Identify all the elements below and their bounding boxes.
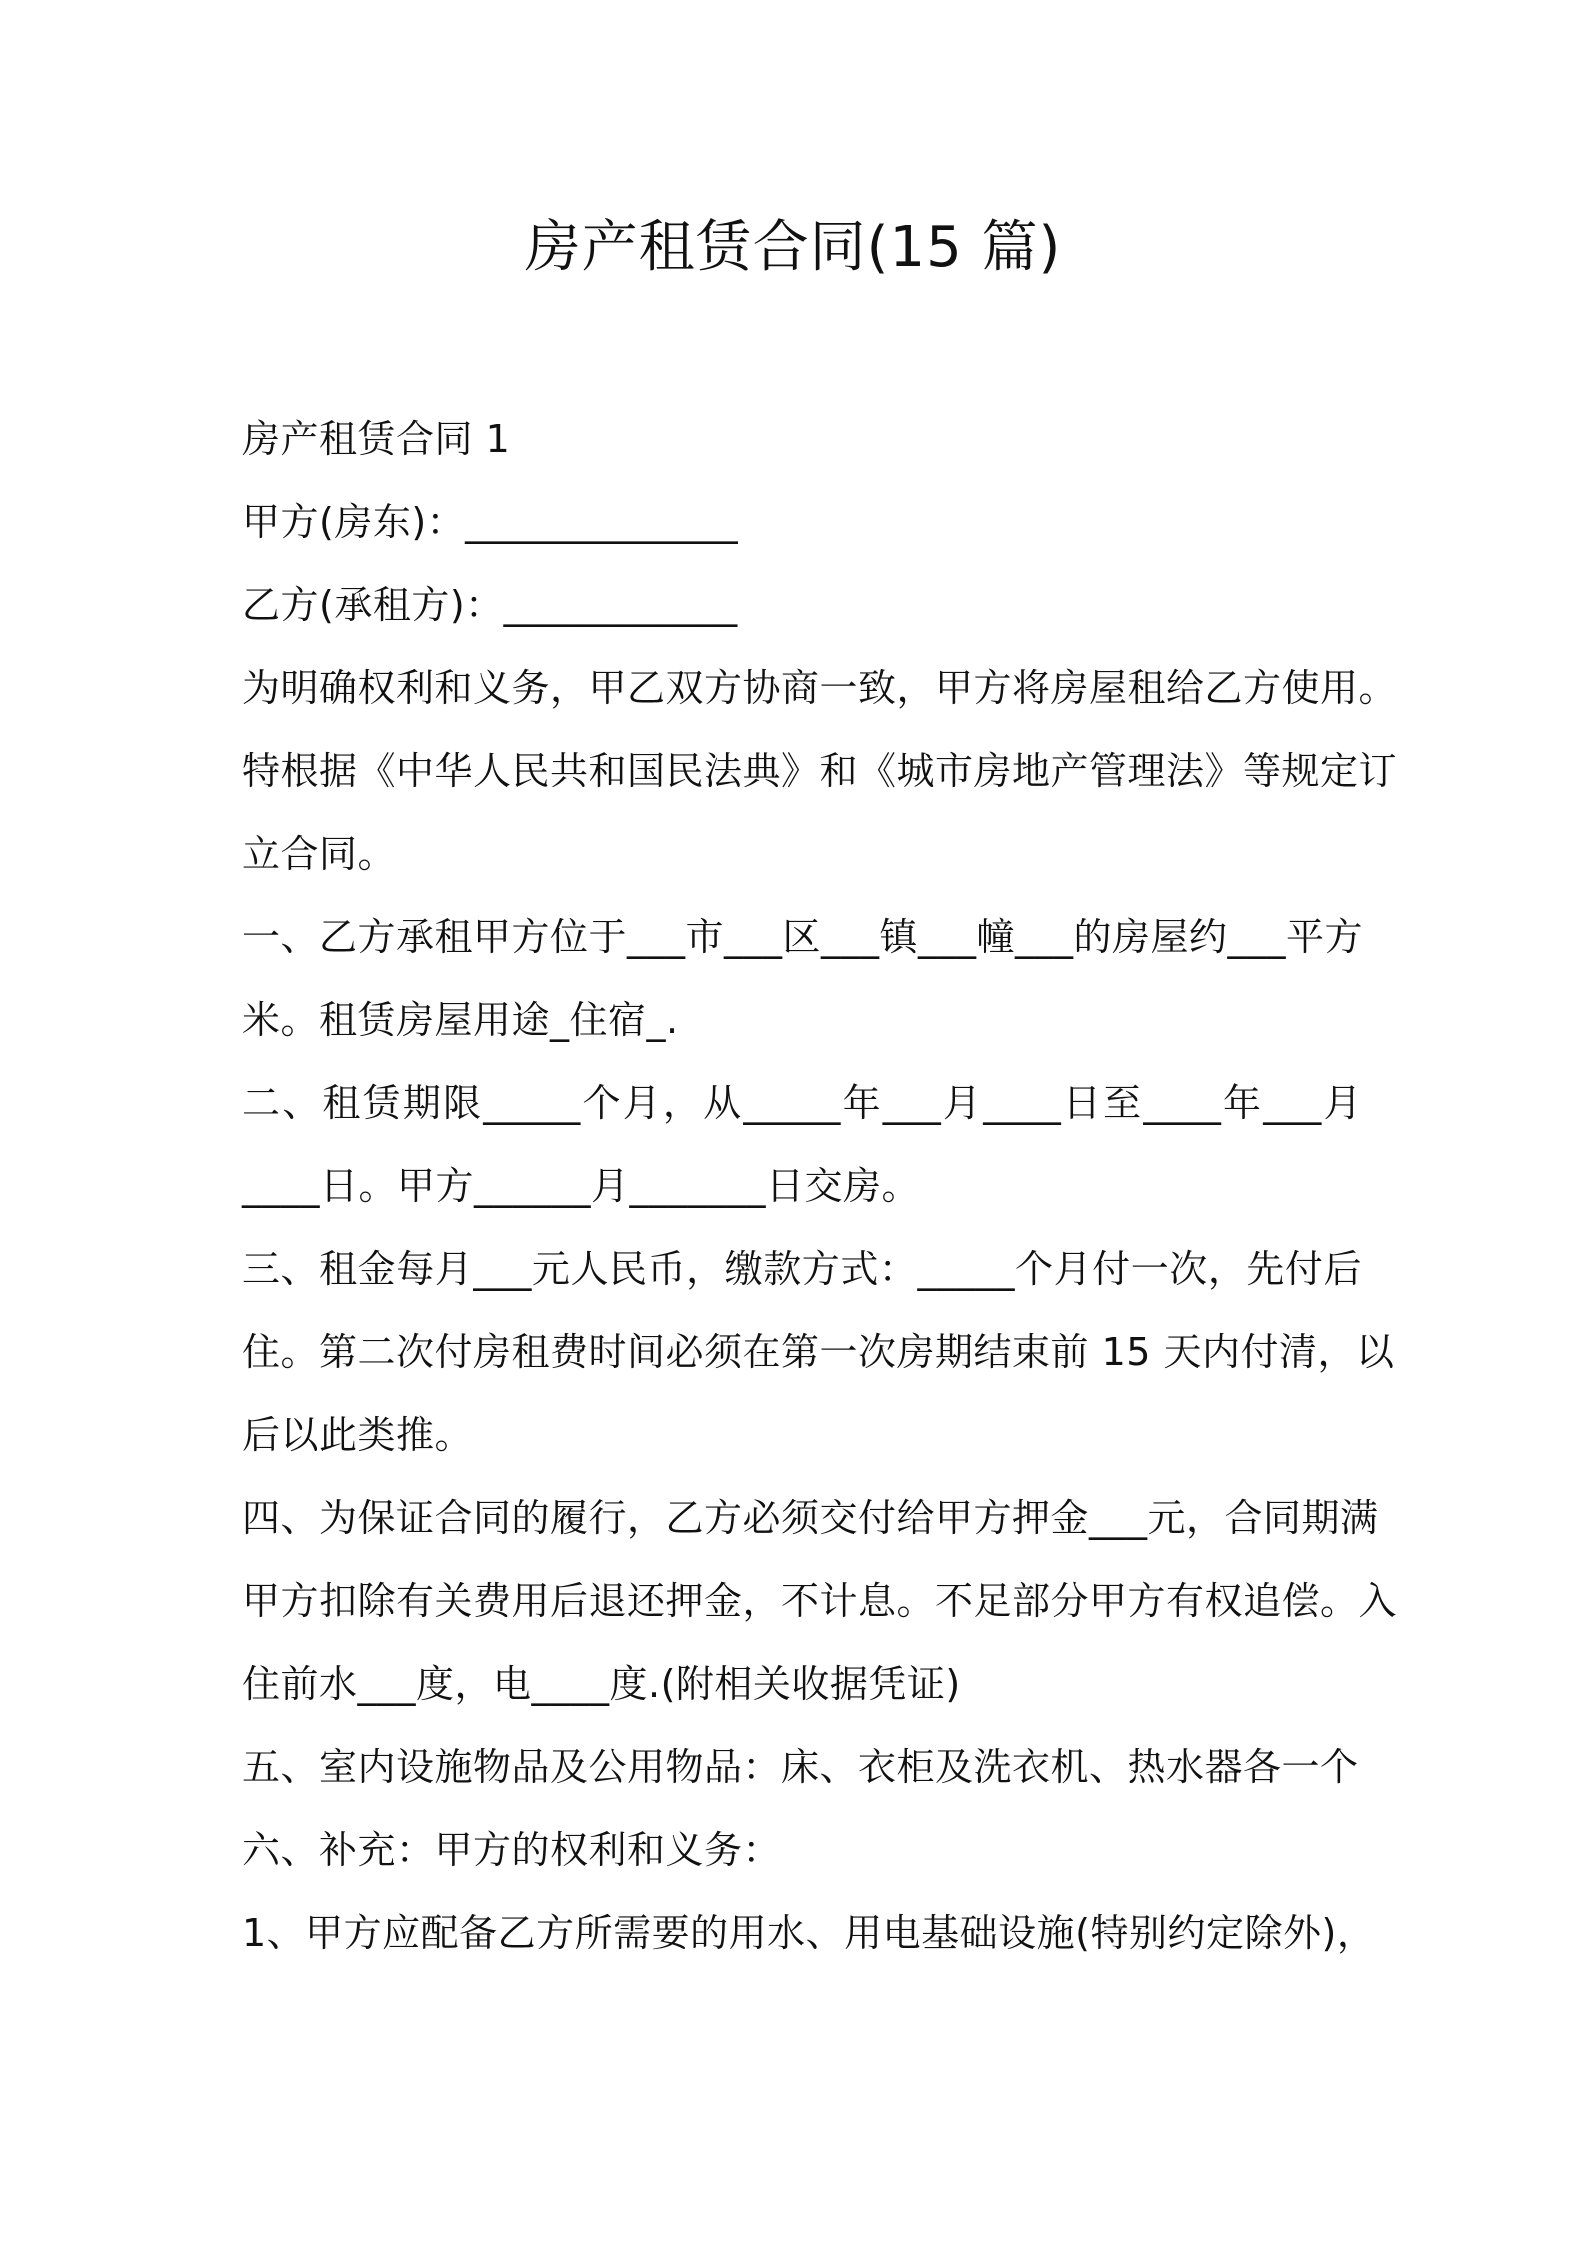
document-line: 住前水___度，电____度.(附相关收据凭证) <box>242 1662 961 1706</box>
document-line: 立合同。 <box>242 832 397 876</box>
document-body <box>242 398 1398 1975</box>
document-line: 住。第二次付房租费时间必须在第一次房期结束前 15 天内付清，以 <box>242 1330 1395 1374</box>
document-line: 为明确权利和义务，甲乙双方协商一致，甲方将房屋租给乙方使用。 <box>242 666 1398 710</box>
document-line: 五、室内设施物品及公用物品：床、衣柜及洗衣机、热水器各一个 <box>242 1745 1359 1789</box>
document-line: 四、为保证合同的履行，乙方必须交付给甲方押金___元，合同期满 <box>242 1496 1379 1540</box>
document-line: 三、租金每月___元人民币，缴款方式：_____个月付一次，先付后 <box>242 1247 1362 1291</box>
document-line: 1、甲方应配备乙方所需要的用水、用电基础设施(特别约定除外)， <box>242 1911 1376 1955</box>
document-line: 六、补充：甲方的权利和义务： <box>242 1828 782 1872</box>
document-line: ____日。甲方______月_______日交房。 <box>242 1164 921 1208</box>
document-line: 米。租赁房屋用途_住宿_. <box>242 998 679 1042</box>
document-line: 一、乙方承租甲方位于___市___区___镇___幢___的房屋约___平方 <box>242 915 1364 959</box>
document-line: 特根据《中华人民共和国民法典》和《城市房地产管理法》等规定订 <box>242 749 1398 793</box>
document-line: 二、租赁期限_____个月，从_____年___月____日至____年___月 <box>242 1081 1362 1125</box>
document-line: 乙方(承租方)：____________ <box>242 583 738 627</box>
document-line: 后以此类推。 <box>242 1413 474 1457</box>
document-line: 甲方(房东)：______________ <box>242 500 739 544</box>
document-line: 房产租赁合同 1 <box>242 417 511 461</box>
document-title: 房产租赁合同(15 篇) <box>524 215 1062 280</box>
document-line: 甲方扣除有关费用后退还押金，不计息。不足部分甲方有权追偿。入 <box>242 1579 1398 1623</box>
